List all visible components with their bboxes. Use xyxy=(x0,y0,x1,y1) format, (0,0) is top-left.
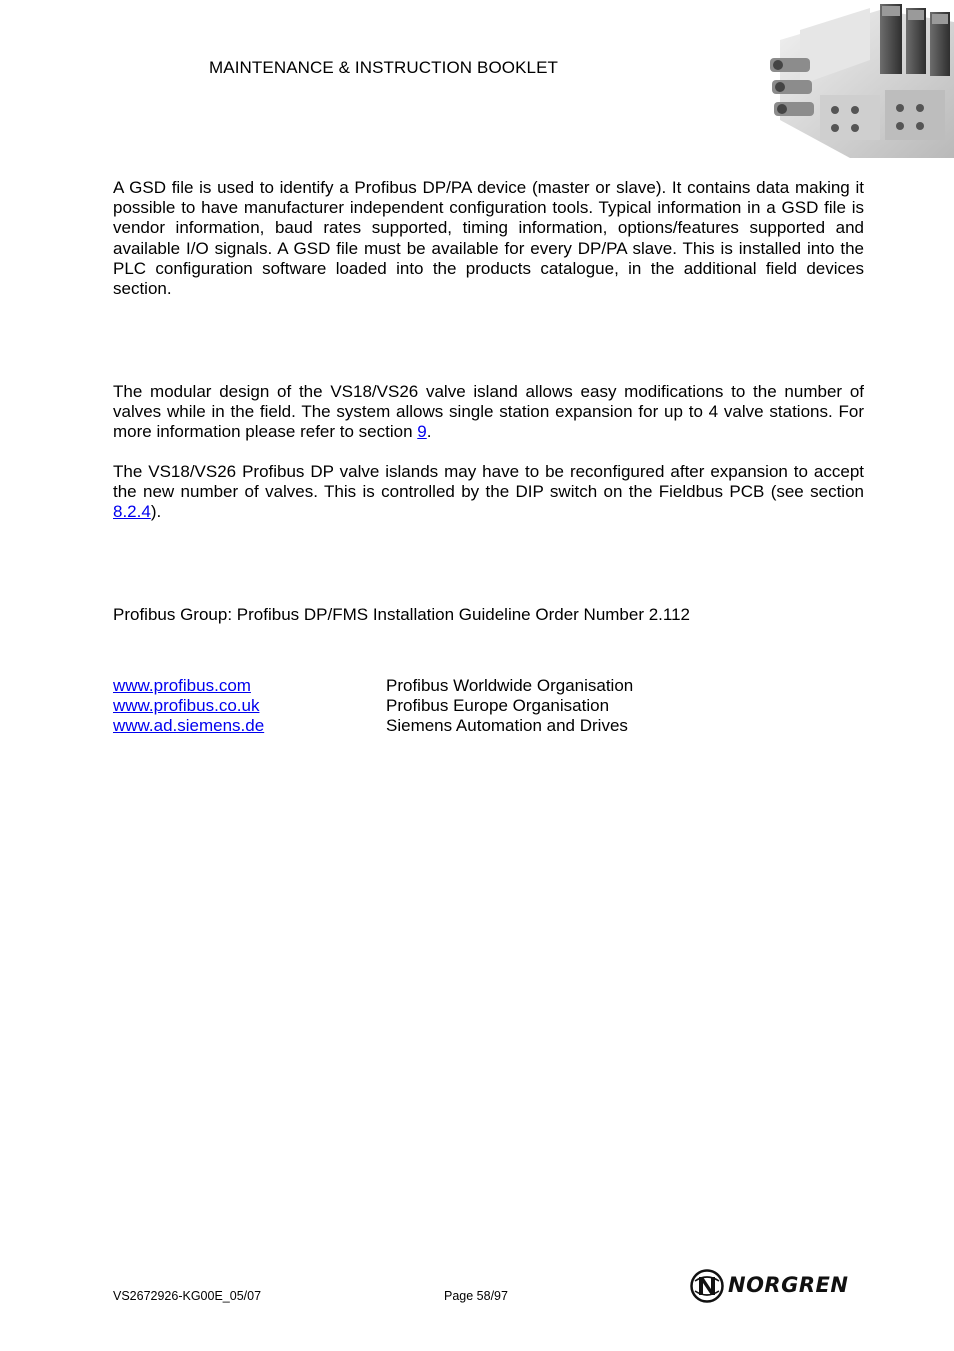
section-9-link[interactable]: 9 xyxy=(417,422,427,442)
page-header-title: MAINTENANCE & INSTRUCTION BOOKLET xyxy=(209,58,559,77)
norgren-logo xyxy=(690,1268,866,1304)
section-8-2-4-link[interactable]: 8.2.4 xyxy=(113,502,151,522)
gsd-file-paragraph: A GSD file is used to identify a Profibus DP/PA device (master or slave). It contains data making it possible to have manufacturer independent configuration tools. Typical information in a GSD file is vendor information, baud rates supported, timing information, options/features supported and available I/O signals. A GSD file must be available for every DP/PA slave. This is installed into the PLC configuration software loaded into the products catalogue, in the additional field devices section. xyxy=(113,178,864,299)
expansion-paragraph-2-end: ). xyxy=(150,502,162,522)
link-description: Profibus Worldwide Organisation xyxy=(386,676,634,695)
expansion-paragraph-2-text: The VS18/VS26 Profibus DP valve islands may have to be reconfigured after expansion to accept the new number of valves. This is controlled by the DIP switch on the Fieldbus PCB (see section xyxy=(113,462,864,502)
link-description: Profibus Europe Organisation xyxy=(386,696,610,716)
profibus-com-link[interactable]: www.profibus.com xyxy=(113,676,251,695)
norgren-logo-text: NORGREN xyxy=(728,1273,849,1297)
ad-siemens-de-link[interactable]: www.ad.siemens.de xyxy=(113,716,265,736)
table-row xyxy=(113,676,633,696)
links-table xyxy=(113,676,633,737)
expansion-paragraph-1-text: The modular design of the VS18/VS26 valve island allows easy modifications to the number of valves while in the field. The system allows single station expansion for up to 4 valve stations. For more information please refer to section xyxy=(113,382,864,442)
table-row xyxy=(113,716,633,736)
profibus-co-uk-link[interactable]: www.profibus.co.uk xyxy=(113,696,260,716)
table-row xyxy=(113,696,633,716)
expansion-paragraph-1 xyxy=(113,382,864,443)
footer-page-number: Page 58/97 xyxy=(444,1289,508,1303)
expansion-paragraph-2 xyxy=(113,462,864,523)
norgren-emblem-icon xyxy=(690,1269,724,1303)
link-description: Siemens Automation and Drives xyxy=(386,716,628,736)
valve-island-product-image xyxy=(760,0,954,160)
installation-guideline-reference: Profibus Group: Profibus DP/FMS Installation Guideline Order Number 2.112 xyxy=(113,605,691,624)
footer-document-number: VS2672926-KG00E_05/07 xyxy=(113,1289,262,1303)
expansion-paragraph-1-end: . xyxy=(426,422,432,442)
